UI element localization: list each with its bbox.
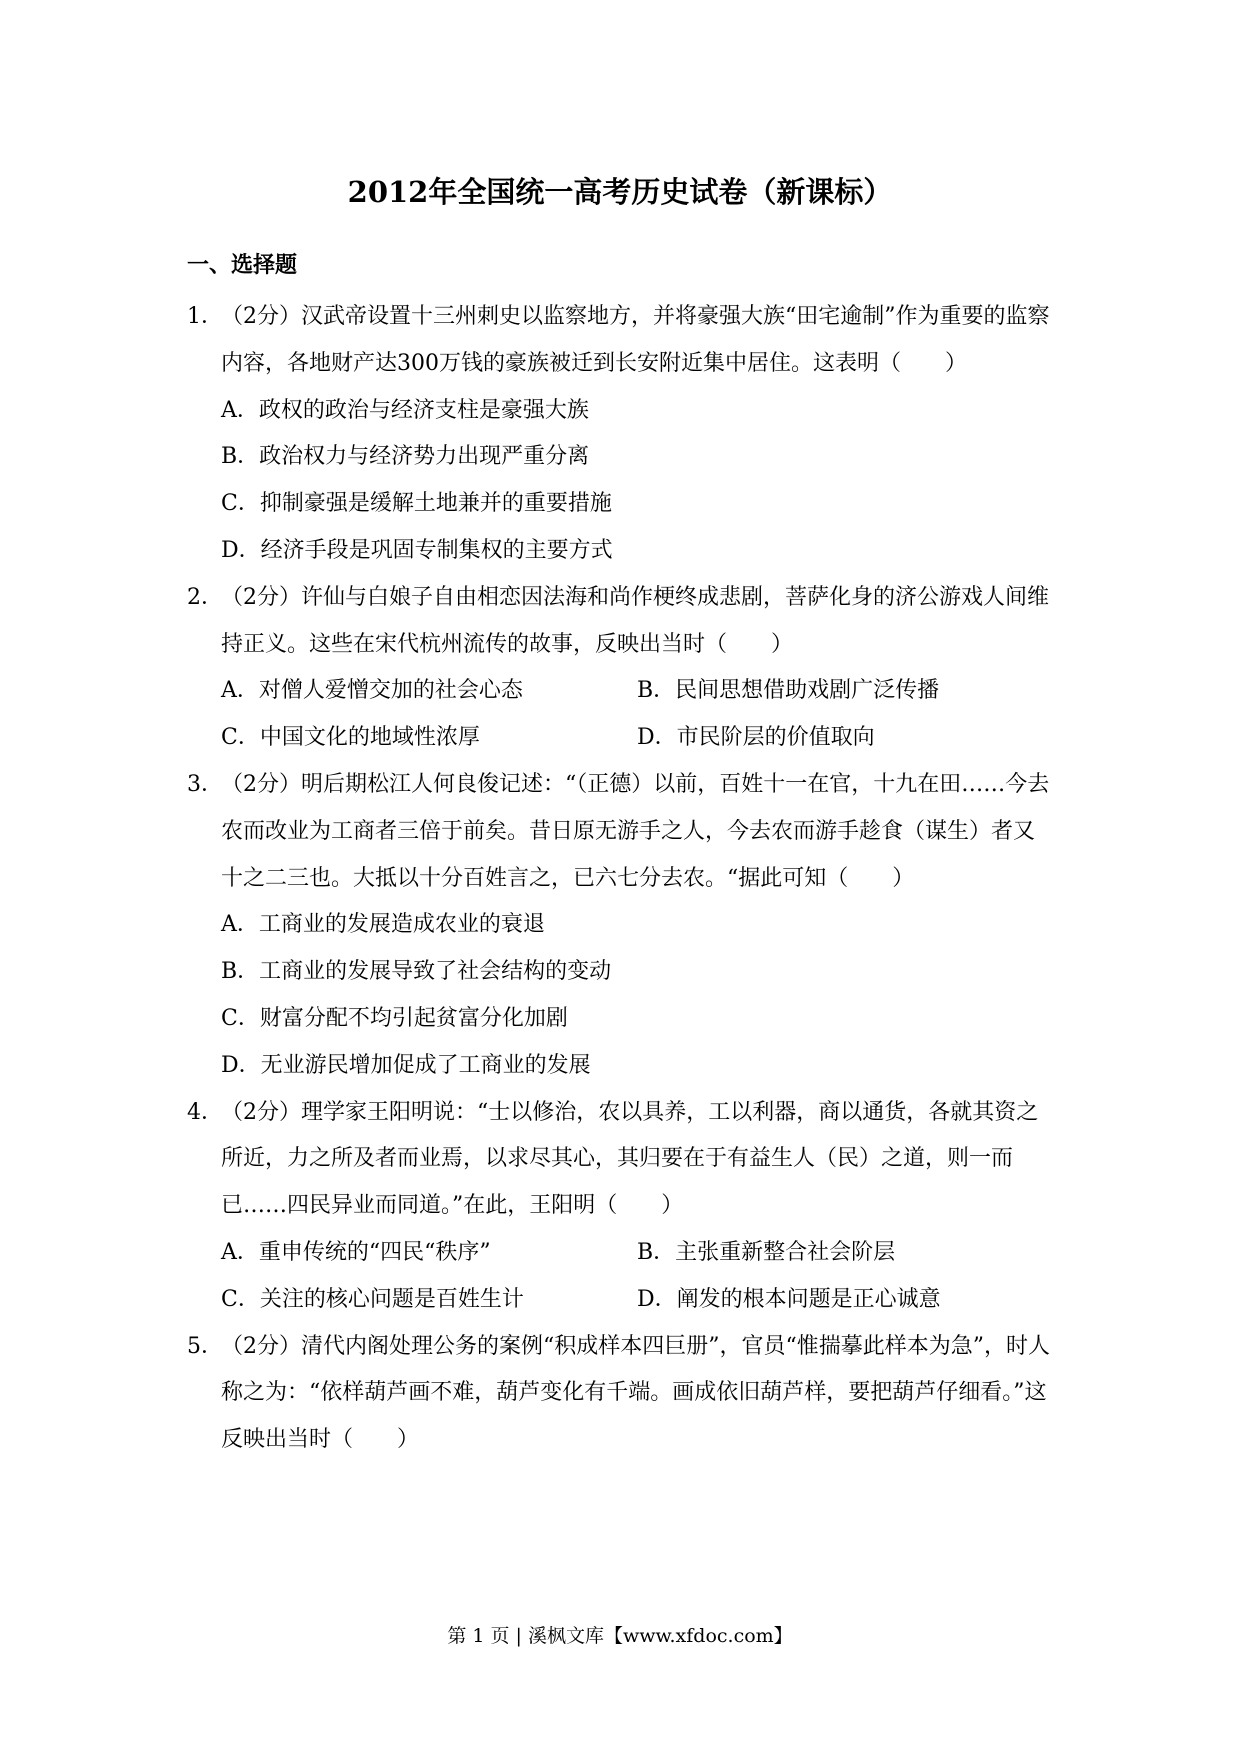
option-row — [187, 1277, 1053, 1324]
question-number: 5． — [187, 1333, 223, 1359]
option-row — [187, 668, 1053, 715]
option-c: C．中国文化的地域性浓厚 — [221, 725, 480, 751]
option-d: D．市民阶层的价值取向 — [637, 725, 875, 751]
question-stem — [187, 575, 1053, 669]
option-a: A．工商业的发展造成农业的衰退 — [221, 912, 545, 938]
question-1 — [187, 294, 1053, 575]
option-c: C．抑制豪强是缓解土地兼并的重要措施 — [221, 491, 612, 517]
option-row — [187, 1230, 1053, 1277]
option-b: B．民间思想借助戏剧广泛传播 — [637, 678, 940, 704]
question-number: 3． — [187, 771, 223, 797]
question-stem — [187, 294, 1053, 388]
option-a: A．政权的政治与经济支柱是豪强大族 — [221, 397, 589, 423]
option-row — [187, 715, 1053, 762]
option-d: D．阐发的根本问题是正心诚意 — [637, 1286, 941, 1312]
question-number: 4． — [187, 1099, 223, 1125]
question-stem — [187, 762, 1053, 902]
page-footer: 第 1 页 | 溪枫文库【www.xfdoc.com】 — [447, 1625, 793, 1647]
question-3 — [187, 762, 1053, 1090]
option-c: C．财富分配不均引起贫富分化加剧 — [221, 1005, 568, 1031]
question-stem — [187, 1090, 1053, 1230]
option-a: A．对僧人爱憎交加的社会心态 — [221, 678, 523, 704]
option-d: D．无业游民增加促成了工商业的发展 — [221, 1052, 591, 1078]
option-c: C．关注的核心问题是百姓生计 — [221, 1286, 524, 1312]
question-number: 1． — [187, 304, 223, 329]
question-stem — [187, 1324, 1053, 1464]
question-text: （2分）明后期松江人何良俊记述：“（正德）以前，百姓十一在官，十九在田……今去农而改业为工商者三倍于前矣。昔日原无游手之人，今去农而游手趁食（谋生）者又十之二三也。大抵以十分百姓言之，已六七分去农。“据此可知（ ） — [221, 771, 1050, 891]
option-b: B．工商业的发展导致了社会结构的变动 — [221, 959, 612, 985]
option-b: B．主张重新整合社会阶层 — [637, 1239, 896, 1265]
question-5 — [187, 1324, 1053, 1464]
option-d: D．经济手段是巩固专制集权的主要方式 — [221, 537, 613, 563]
question-number: 2． — [187, 584, 223, 610]
question-text: （2分）理学家王阳明说：“士以修治，农以具养，工以利器，商以通货，各就其资之所近，力之所及者而业焉，以求尽其心，其归要在于有益生人（民）之道，则一而已……四民异业而同道。”在此，王阳明（ ） — [221, 1099, 1039, 1219]
question-2 — [187, 575, 1053, 762]
page-title: 2012年全国统一高考历史试卷（新课标） — [347, 175, 893, 209]
question-4 — [187, 1090, 1053, 1324]
section-heading: 一、选择题 — [187, 253, 298, 278]
question-text: （2分）许仙与白娘子自由相恋因法海和尚作梗终成悲剧，菩萨化身的济公游戏人间维持正义。这些在宋代杭州流传的故事，反映出当时（ ） — [221, 584, 1049, 657]
option-b: B．政治权力与经济势力出现严重分离 — [221, 444, 590, 470]
question-text: （2分）清代内阁处理公务的案例“积成样本四巨册”，官员“惟揣摹此样本为急”，时人称之为：“依样葫芦画不难，葫芦变化有千端。画成依旧葫芦样，要把葫芦仔细看。”这反映出当时（ ） — [221, 1333, 1050, 1453]
question-list — [187, 294, 1053, 1464]
question-text: （2分）汉武帝设置十三州刺史以监察地方，并将豪强大族“田宅逾制”作为重要的监察内容，各地财产达300万钱的豪族被迁到长安附近集中居住。这表明（ ） — [221, 304, 1050, 376]
option-a: A．重申传统的“四民“秩序” — [221, 1239, 491, 1265]
